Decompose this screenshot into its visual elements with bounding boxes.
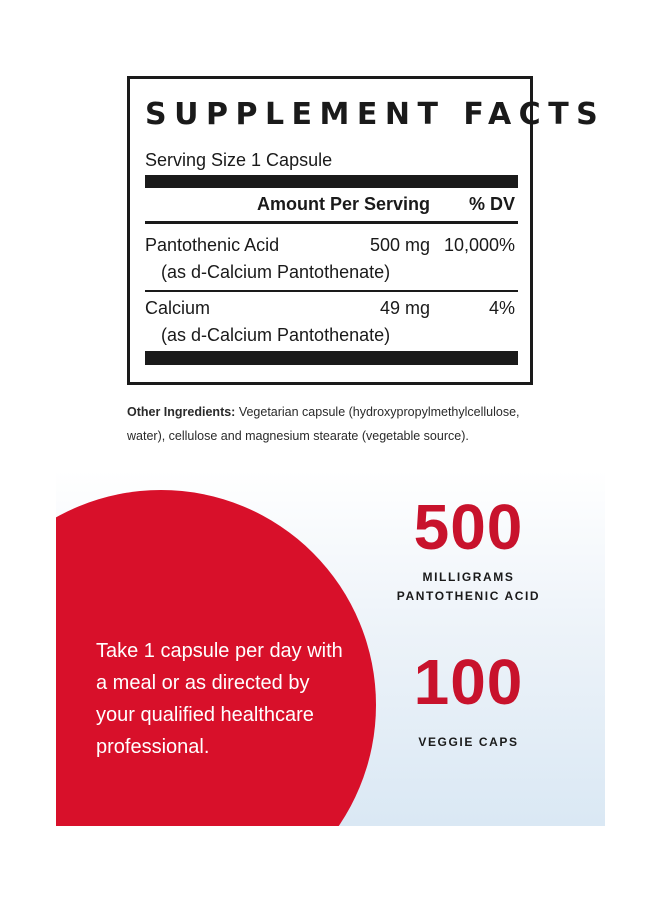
- divider-thick-bottom: [145, 351, 518, 365]
- other-ingredients-text: Vegetarian capsule (hydroxypropylmethylcellulose, water), cellulose and magnesium stearate (vegetable source).: [127, 405, 520, 443]
- dosage-instructions: Take 1 capsule per day with a meal or as directed by your qualified healthcare professional.: [96, 640, 343, 758]
- header-amount-per-serving: Amount Per Serving: [256, 194, 430, 214]
- milligrams-label: [376, 568, 561, 606]
- nutrient-amount: 500 mg: [369, 235, 430, 255]
- nutrient-source: (as d-Calcium Pantothenate): [161, 325, 391, 345]
- capsule-count-label: VEGGIE CAPS: [418, 735, 519, 749]
- nutrient-amount: 49 mg: [379, 298, 430, 318]
- other-ingredients: [127, 400, 557, 448]
- serving-size: Serving Size 1 Capsule: [145, 150, 333, 170]
- capsule-count-number: 100: [413, 646, 524, 718]
- nutrient-name: Pantothenic Acid: [145, 235, 280, 255]
- divider-row: [145, 290, 518, 292]
- nutrient-dv: 10,000%: [443, 235, 515, 255]
- nutrient-name: Calcium: [145, 298, 211, 318]
- promo-panel: [56, 470, 605, 826]
- milligrams-label-line1: MILLIGRAMS: [422, 570, 515, 584]
- divider-header: [145, 221, 518, 224]
- header-daily-value: % DV: [468, 194, 515, 214]
- milligrams-number: 500: [413, 491, 524, 563]
- facts-title: SUPPLEMENT FACTS: [145, 97, 606, 132]
- other-ingredients-label: Other Ingredients:: [127, 405, 236, 419]
- supplement-facts-panel: [127, 76, 606, 385]
- nutrient-source: (as d-Calcium Pantothenate): [161, 262, 391, 282]
- divider-thick-top: [145, 175, 518, 188]
- nutrient-dv: 4%: [488, 298, 515, 318]
- milligrams-label-line2: PANTOTHENIC ACID: [396, 589, 541, 603]
